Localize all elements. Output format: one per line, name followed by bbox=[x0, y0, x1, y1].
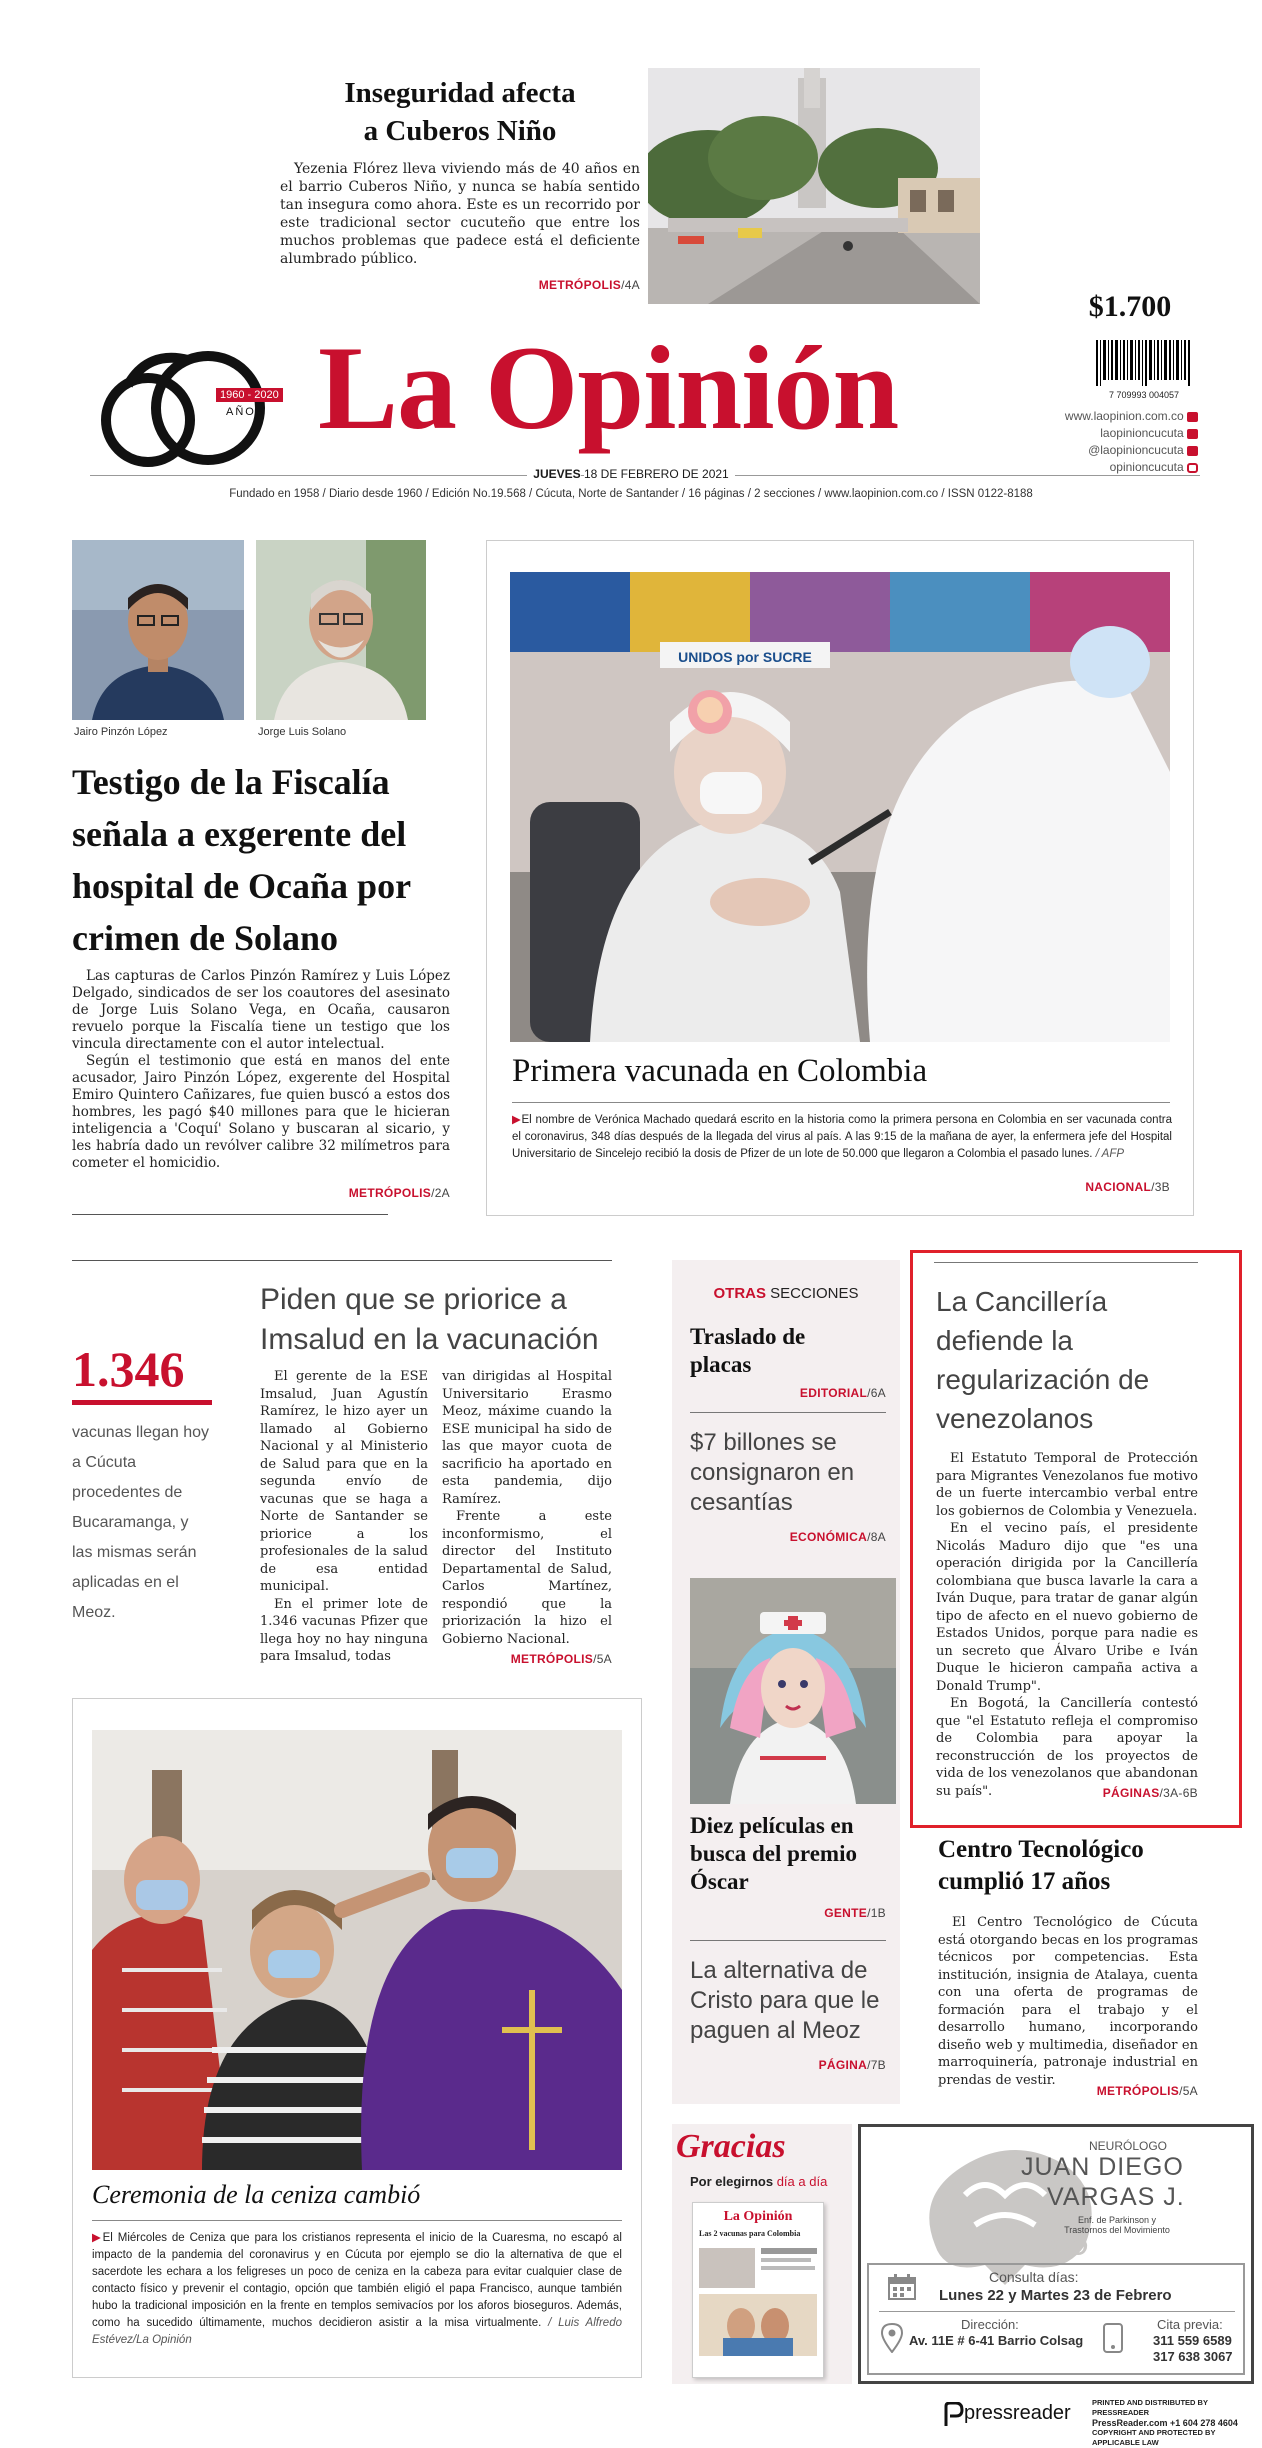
imsalud-col1 bbox=[260, 1368, 428, 1666]
top-story-title-line2: a Cuberos Niño bbox=[363, 115, 557, 147]
page-label: /1B bbox=[867, 1906, 886, 1920]
vacuna-caption bbox=[512, 1112, 1172, 1163]
caption-marker-icon: ▶ bbox=[92, 2232, 103, 2244]
doctor-info-box bbox=[867, 2263, 1245, 2375]
otras-item4-section[interactable] bbox=[690, 2058, 886, 2072]
social-web[interactable] bbox=[1010, 408, 1198, 425]
fiscalia-para2: Según el testimonio que está en manos del ente acusador, Jairo Pinzón López, exgerente del Hospital Emiro Quintero Cañizares, fue quien buscó a estos dos hombres, les pagó $40 millones para que le hicieran inteligencia a 'Coquí' Solano y buscaran al sicario, y les habría dado un revólver calibre 32 milímetros para cometer el homicidio. bbox=[72, 1053, 450, 1171]
otras-rule1 bbox=[690, 1412, 886, 1413]
photo-pinzon-caption: Jairo Pinzón López bbox=[74, 726, 168, 738]
imsalud-col1-p1: El gerente de la ESE Imsalud, Juan Agustín Ramírez, le hizo ayer un llamado al Gobierno Nacional y al Ministerio de Salud para que en la segunda envío de vacunas que se haga a Norte de Santander se priorice a los profesionales de la salud de esa entidad municipal. bbox=[260, 1369, 428, 1594]
section-label: PÁGINA bbox=[818, 2058, 868, 2072]
cancilleria-para3: En Bogotá, la Cancillería contestó que "el Estatuto refleja el compromiso de Colombia para apoyar la reconstrucción de los proyectos de vida de los venezolanos que abandonan su país". bbox=[936, 1696, 1198, 1799]
otras-label-red: OTRAS bbox=[713, 1285, 766, 1302]
imsalud-top-rule bbox=[72, 1260, 612, 1261]
social-facebook[interactable] bbox=[1010, 425, 1198, 442]
location-pin-icon bbox=[881, 2323, 903, 2353]
ceniza-credit: / Luis Alfredo Estévez/La Opinión bbox=[92, 2317, 622, 2346]
vacuna-caption-text: El nombre de Verónica Machado quedará escrito en la historia como la primera persona en Colombia en ser vacunada contra el coronavirus, 348 días después de la llegada del virus al país. A las 9:15 de la mañana de ayer, la enfermera jefe del Hospital Universitario de Sincelejo recibió la dosis de Pfizer de un lote de 50.000 que llegaron a Colombia el pasado lunes. bbox=[512, 1114, 1172, 1160]
section-label: ECONÓMICA bbox=[789, 1530, 868, 1544]
fiscalia-rule bbox=[72, 1214, 388, 1215]
imsalud-number-rule bbox=[72, 1400, 212, 1405]
photo-solano-caption: Jorge Luis Solano bbox=[258, 726, 347, 738]
page-label: /3B bbox=[1151, 1180, 1170, 1194]
price: $1.700 bbox=[1088, 290, 1172, 323]
pressreader-footer[interactable] bbox=[940, 2394, 1258, 2447]
pressreader-line1: PRINTED AND DISTRIBUTED BY PRESSREADER bbox=[1092, 2398, 1208, 2417]
page-label: /2A bbox=[431, 1186, 450, 1200]
imsalud-col2 bbox=[442, 1368, 612, 1648]
otras-item2-section[interactable] bbox=[690, 1530, 886, 1544]
section-label: METRÓPOLIS bbox=[538, 278, 622, 292]
doctor-specialty: Enf. de Parkinson y Trastornos del Movimiento bbox=[1064, 2215, 1170, 2235]
gracias-sub-black: Por elegirnos bbox=[690, 2174, 774, 2189]
phone-2[interactable]: 317 638 3067 bbox=[1153, 2349, 1233, 2364]
photo-pinzon bbox=[72, 540, 244, 720]
date-text: 18 DE FEBRERO DE 2021 bbox=[584, 467, 735, 481]
barcode bbox=[1096, 340, 1192, 400]
otras-secciones-label bbox=[672, 1285, 900, 1302]
imsalud-number-caption: vacunas llegan hoy a Cúcuta procedentes de Bucaramanga, y las mismas serán aplicadas en el Meoz. bbox=[72, 1424, 209, 1621]
anniversary-label: AÑOS bbox=[226, 406, 266, 418]
imsalud-col1-p2: En el primer lote de 1.346 vacunas Pfizer que llega hoy no hay ninguna para Imsalud, todas bbox=[260, 1596, 428, 1664]
top-story-title-line1: Inseguridad afecta bbox=[344, 77, 576, 109]
otras-item1-title[interactable]: Traslado de placas bbox=[690, 1324, 806, 1377]
page-label: /4A bbox=[621, 278, 640, 292]
pressreader-line2: PressReader.com +1 604 278 4604 bbox=[1092, 2418, 1238, 2428]
page-label: /7B bbox=[867, 2058, 886, 2072]
cancilleria-section[interactable] bbox=[936, 1786, 1198, 1800]
gracias-subtitle bbox=[690, 2174, 827, 2189]
direccion-label: Dirección: bbox=[961, 2317, 1019, 2332]
imsalud-col2-p1: van dirigidas al Hospital Universitario Erasmo Meoz, máxime cuando la ESE municipal ha sido de las que mayor cuota de sacrificio ha aportado en esta pandemia, dijo Ramírez. bbox=[442, 1369, 612, 1507]
ceniza-headline[interactable]: Ceremonia de la ceniza cambió bbox=[92, 2180, 421, 2209]
ceniza-caption bbox=[92, 2230, 622, 2349]
calendar-icon bbox=[887, 2273, 917, 2301]
vacuna-rule bbox=[512, 1102, 1170, 1103]
section-label: METRÓPOLIS bbox=[348, 1186, 432, 1200]
vacuna-headline[interactable]: Primera vacunada en Colombia bbox=[512, 1053, 928, 1089]
cancilleria-body bbox=[936, 1450, 1198, 1800]
otras-label-rest: SECCIONES bbox=[770, 1285, 859, 1302]
otras-item3-section[interactable] bbox=[690, 1906, 886, 1920]
pressreader-line3: COPYRIGHT AND PROTECTED BY APPLICABLE LAW bbox=[1092, 2428, 1216, 2447]
photo-solano bbox=[256, 540, 426, 720]
masthead-date bbox=[0, 467, 1262, 481]
doctor-clinic: CONEURO bbox=[975, 2235, 1088, 2260]
section-label: METRÓPOLIS bbox=[510, 1652, 594, 1666]
masthead-title[interactable]: La Opinión bbox=[318, 321, 899, 454]
pressreader-brand: pressreader bbox=[964, 2402, 1071, 2424]
cancilleria-para2: En el vecino país, el presidente Nicolás Maduro dijo que "es una operación dirigida por la Cancillería colombiana que busca lavarle la cara a Iván Duque, para tratar de ganar algún tipo de afecto en el nuevo gobierno de Estados Unidos, porque para nadie es un secreto que Álvaro Uribe e Iván Duque le hicieron campaña activa a Donald Trump". bbox=[936, 1521, 1198, 1694]
doctor-info-rule bbox=[879, 2311, 1235, 2312]
vacuna-section[interactable] bbox=[980, 1180, 1170, 1194]
imsalud-headline[interactable]: Piden que se priorice a Imsalud en la vacunación bbox=[260, 1283, 599, 1356]
social-facebook-text: laopinioncucuta bbox=[1100, 426, 1184, 440]
vacuna-photo bbox=[510, 572, 1170, 1042]
consulta-days: Lunes 22 y Martes 23 de Febrero bbox=[939, 2287, 1172, 2304]
masthead-info: Fundado en 1958 / Diario desde 1960 / Edición No.19.568 / Cúcuta, Norte de Santander / 16 páginas / 2 secciones / www.laopinion.com.co / ISSN 0122-8188 bbox=[229, 488, 1033, 500]
social-web-text: www.laopinion.com.co bbox=[1064, 409, 1184, 423]
pressreader-lines bbox=[1092, 2398, 1258, 2448]
youtube-icon bbox=[1187, 412, 1198, 422]
fiscalia-headline[interactable]: Testigo de la Fiscalía señala a exgerente del hospital de Ocaña por crimen de Solano bbox=[72, 762, 411, 958]
fiscalia-body bbox=[72, 968, 450, 1200]
section-label: PÁGINAS bbox=[1102, 1786, 1160, 1800]
section-label: METRÓPOLIS bbox=[1096, 2084, 1180, 2098]
social-links bbox=[1010, 408, 1198, 476]
phone-icon bbox=[1101, 2323, 1125, 2353]
gracias-ad[interactable] bbox=[672, 2124, 852, 2384]
pressreader-logo-icon bbox=[942, 2402, 964, 2428]
top-story-section[interactable] bbox=[280, 278, 640, 292]
cancilleria-para1: El Estatuto Temporal de Protección para Migrantes Venezolanos fue motivo de un fuerte intercambio verbal entre los gobiernos de Colombia y Venezuela. bbox=[936, 1451, 1198, 1519]
centro-section[interactable] bbox=[938, 2084, 1198, 2098]
page-label: /3A-6B bbox=[1159, 1786, 1198, 1800]
cita-label: Cita previa: bbox=[1157, 2317, 1223, 2332]
vacuna-banner: UNIDOS por SUCRE bbox=[678, 649, 812, 665]
section-label: EDITORIAL bbox=[799, 1386, 868, 1400]
fiscalia-section[interactable] bbox=[72, 1186, 450, 1200]
vacuna-credit: / AFP bbox=[1095, 1148, 1125, 1160]
section-label: NACIONAL bbox=[1085, 1180, 1152, 1194]
page-label: /6A bbox=[867, 1386, 886, 1400]
imsalud-section[interactable] bbox=[420, 1652, 612, 1666]
imsalud-big-number: 1.346 bbox=[72, 1341, 185, 1397]
anniversary-logo bbox=[88, 340, 298, 470]
facebook-icon bbox=[1187, 429, 1198, 439]
mini-masthead: La Opinión bbox=[723, 2209, 793, 2224]
otras-item3-photo bbox=[690, 1578, 896, 1804]
ceniza-caption-text: El Miércoles de Ceniza que para los cristianos representa el inicio de la Cuaresma, no escapó al impacto de la pandemia del coronavirus y en Cúcuta por ejemplo se dio la alternativa de que el sacerdote les echara a los feligreses un poco de ceniza en la cabeza para evitar cualquier clase de contacto físico y prevenir el contagio, opción que también eligió el papa Francisco, aunque también hubo la tradicional imposición en la frente en templos semivacíos por los aforos bioseguros. Además, como ha sucedido últimamente, muchos decidieron asistir a la misa virtualmente. bbox=[92, 2232, 622, 2329]
cancilleria-headline[interactable]: La Cancillería defiende la regularización de venezolanos bbox=[936, 1286, 1150, 1434]
doctor-name-2: VARGAS J. bbox=[1047, 2183, 1185, 2211]
centro-headline[interactable]: Centro Tecnológico cumplió 17 años bbox=[938, 1836, 1144, 1895]
otras-item2-title[interactable]: $7 billones se consignaron en cesantías bbox=[690, 1429, 855, 1516]
imsalud-col2-p2: Frente a este inconformismo, el director del Instituto Departamental de Salud, Carlos Martínez, respondió que la priorización la hizo el Gobierno Nacional. bbox=[442, 1509, 612, 1647]
mini-newspaper-art bbox=[693, 2242, 823, 2362]
phone-1[interactable]: 311 559 6589 bbox=[1153, 2333, 1232, 2348]
centro-body: El Centro Tecnológico de Cúcuta está otorgando becas en los programas técnicos por competencias. Esta institución, insignia de Atalaya, cuenta con una oferta de programas de formación para el trabajo y el desarrollo humano, incorporando diseño web y multimedia, diseñador en marroquinería, patronaje industrial en prendas de vestir. bbox=[938, 1915, 1198, 2088]
social-instagram-text: opinioncucuta bbox=[1109, 460, 1184, 474]
twitter-icon bbox=[1187, 446, 1198, 456]
top-story-photo bbox=[648, 68, 980, 304]
anniversary-years: 1960 - 2020 bbox=[216, 388, 283, 402]
otras-item3-title[interactable]: Diez películas en busca del premio Óscar bbox=[690, 1813, 857, 1894]
caption-marker-icon: ▶ bbox=[512, 1114, 522, 1126]
gracias-mini-newspaper bbox=[692, 2202, 824, 2378]
otras-rule3 bbox=[690, 1940, 886, 1941]
social-twitter-text: @laopinioncucuta bbox=[1088, 443, 1184, 457]
barcode-number: 7 709993 004057 bbox=[1108, 390, 1180, 400]
gracias-sub-red: día a día bbox=[776, 2174, 828, 2189]
doctor-ad[interactable] bbox=[858, 2124, 1254, 2384]
direccion-value: Av. 11E # 6-41 Barrio Colsag bbox=[909, 2333, 1084, 2348]
ceniza-photo bbox=[92, 1730, 622, 2170]
cancilleria-top-rule bbox=[934, 1262, 1198, 1263]
top-story[interactable] bbox=[280, 74, 640, 292]
top-story-body: Yezenia Flórez lleva viviendo más de 40 años en el barrio Cuberos Niño, y nunca se había sentido tan insegura como ahora. Este es un recorrido por este tradicional sector cucuteño que entre los muchos problemas que padece está el deficiente alumbrado público. bbox=[280, 161, 640, 267]
page-label: /5A bbox=[593, 1652, 612, 1666]
top-story-title bbox=[280, 74, 640, 150]
otras-item4-title[interactable]: La alternativa de Cristo para que le paguen al Meoz bbox=[690, 1957, 880, 2044]
gracias-title: Gracias bbox=[676, 2128, 786, 2165]
page-label: /8A bbox=[867, 1530, 886, 1544]
otras-item1-section[interactable] bbox=[690, 1386, 886, 1400]
fiscalia-para1: Las capturas de Carlos Pinzón Ramírez y Luis López Delgado, sindicados de ser los coautores del asesinato de Jorge Luis Solano Vega, en Ocaña, causaron revuelo porque la Fiscalía tiene un testigo que los vincula directamente con el autor intelectual. bbox=[72, 968, 450, 1052]
ceniza-rule bbox=[92, 2220, 622, 2221]
date-weekday: JUEVES bbox=[527, 467, 580, 481]
doctor-name-1: JUAN DIEGO bbox=[1021, 2153, 1184, 2181]
consulta-label: Consulta días: bbox=[989, 2269, 1079, 2285]
page-label: /5A bbox=[1179, 2084, 1198, 2098]
mini-headline: Las 2 vacunas para Colombia bbox=[699, 2229, 801, 2238]
doctor-role: NEURÓLOGO bbox=[1089, 2139, 1168, 2153]
social-twitter[interactable] bbox=[1010, 442, 1198, 459]
section-label: GENTE bbox=[824, 1906, 868, 1920]
